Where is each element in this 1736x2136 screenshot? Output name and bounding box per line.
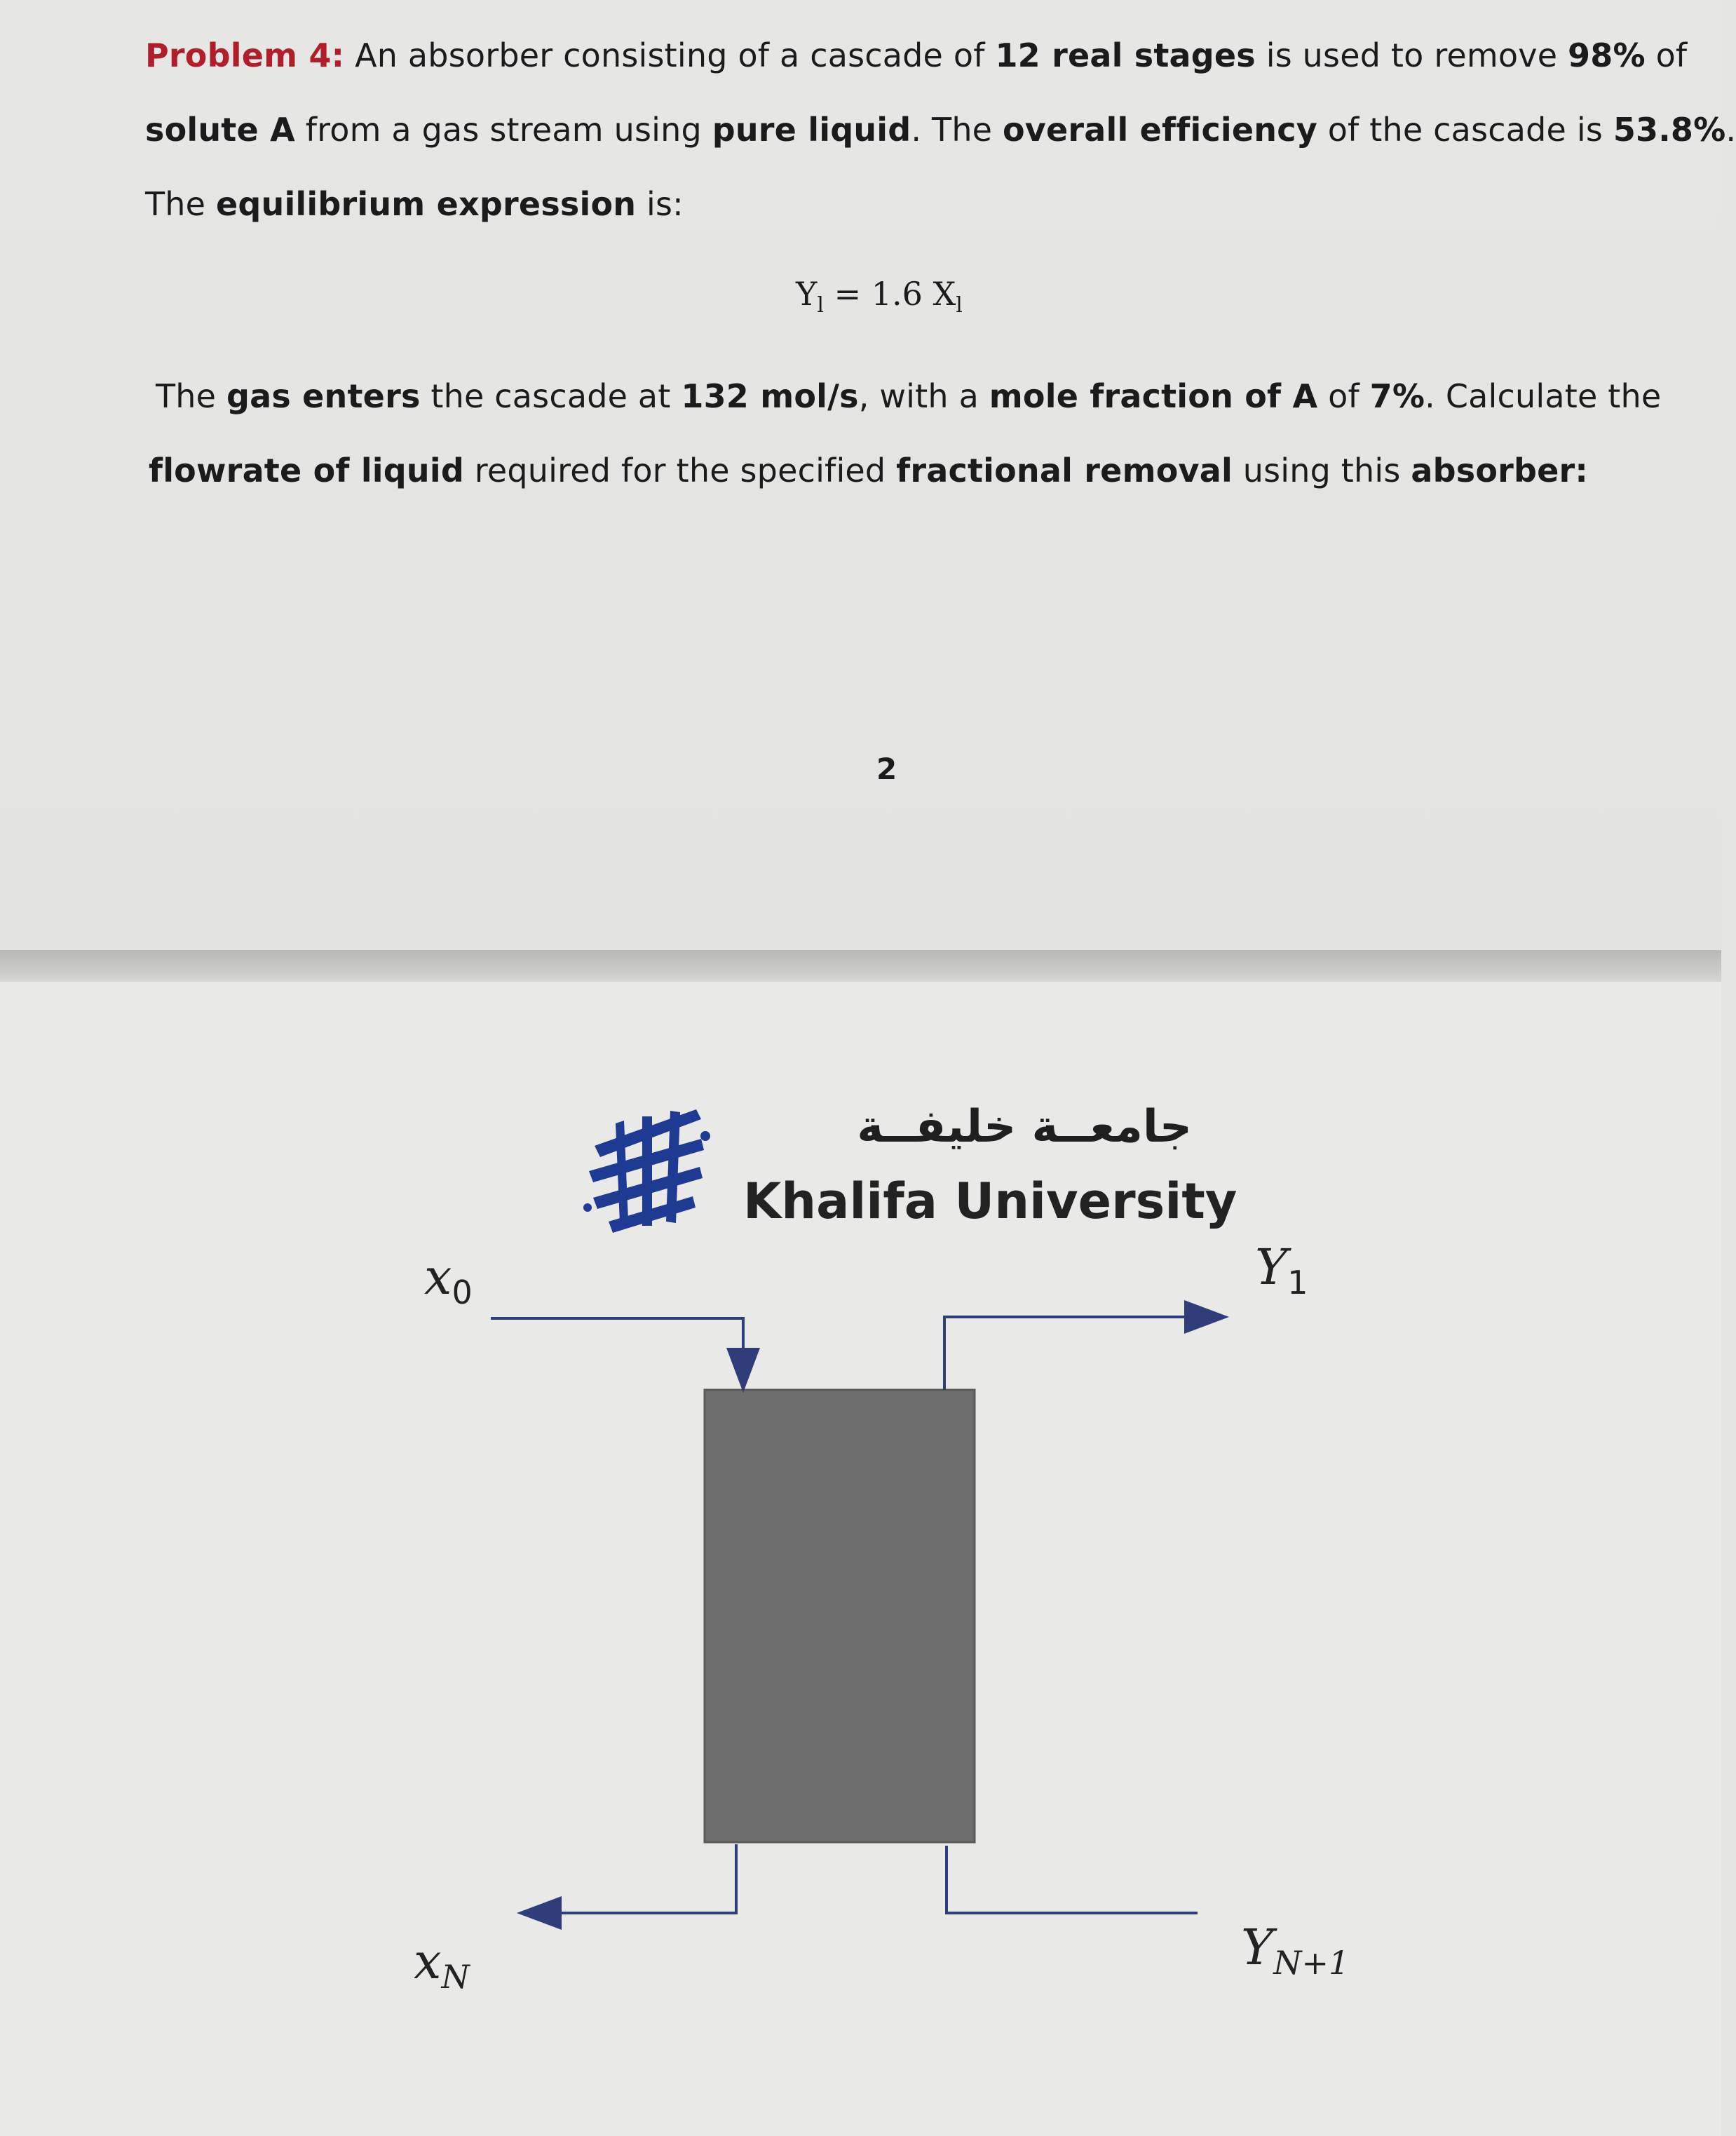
problem-line-4 (156, 377, 1661, 415)
page-divider (0, 950, 1721, 982)
text-span: of the cascade is (1317, 111, 1613, 149)
bold-span: mole fraction of A (989, 377, 1318, 415)
bold-span: 98% (1568, 36, 1646, 74)
text-span: . Calculate the (1425, 377, 1662, 415)
gas-inlet-stream (947, 1846, 1198, 1913)
bold-span: pure liquid (712, 111, 911, 149)
bold-span: 7% (1369, 377, 1425, 415)
problem-label: Problem 4: (145, 36, 345, 74)
bold-span: equilibrium expression (215, 185, 637, 223)
text-span: from a gas stream using (294, 111, 712, 149)
label-sub: N (441, 1958, 470, 1996)
bold-span: fractional removal (896, 452, 1233, 489)
text-span: An absorber consisting of a cascade of (344, 36, 996, 74)
equation-rhs-sub: l (956, 293, 963, 318)
problem-line-2 (145, 111, 1736, 149)
text-span: is used to remove (1255, 36, 1568, 74)
bold-span: overall efficiency (1003, 111, 1317, 149)
label-var: x (424, 1248, 452, 1306)
label-sub: N+1 (1273, 1944, 1350, 1982)
x0-label (424, 1248, 473, 1311)
y1-label (1255, 1238, 1308, 1302)
text-span: . The (911, 111, 1003, 149)
label-sub: 0 (452, 1273, 473, 1311)
problem-line-5 (149, 452, 1588, 489)
xn-label (414, 1933, 470, 1996)
text-span: , with a (858, 377, 989, 415)
label-var: Y (1241, 1919, 1274, 1976)
equation-lhs-sub: l (817, 293, 824, 318)
bold-span: solute A (145, 111, 295, 149)
absorber-diagram (0, 982, 1721, 2136)
page-number: 2 (876, 752, 897, 786)
bold-span: 12 real stages (995, 36, 1256, 74)
bold-span: absorber: (1411, 452, 1589, 489)
label-var: x (414, 1933, 442, 1990)
text-span: The (145, 185, 216, 223)
logo-english-text: Khalifa University (743, 1172, 1237, 1230)
equation-lhs: Y (796, 275, 818, 313)
liquid-inlet-stream (491, 1318, 743, 1387)
absorber-column (705, 1390, 975, 1842)
label-sub: 1 (1287, 1264, 1308, 1302)
text-span: required for the specified (463, 452, 897, 489)
bold-span: flowrate of liquid (149, 452, 464, 489)
equation-rhs: = 1.6 X (823, 275, 956, 313)
logo-arabic-text: جامعــة خليفــة (857, 1101, 1192, 1153)
text-span: is: (636, 185, 684, 223)
text-span: of (1317, 377, 1370, 415)
yn1-label (1241, 1919, 1349, 1982)
label-var: Y (1255, 1238, 1288, 1296)
liquid-outlet-stream (522, 1844, 736, 1913)
bold-span: gas enters (226, 377, 421, 415)
problem-line-1 (145, 36, 1687, 74)
gas-outlet-stream (944, 1317, 1223, 1390)
text-span: the cascade at (420, 377, 681, 415)
bold-span: 132 mol/s (681, 377, 859, 415)
equilibrium-equation (796, 275, 963, 318)
text-span: . (1725, 111, 1736, 149)
problem-line-3 (145, 185, 684, 223)
text-span: The (156, 377, 226, 415)
text-span: using this (1232, 452, 1411, 489)
bold-span: 53.8% (1613, 111, 1726, 149)
text-span: of (1645, 36, 1688, 74)
